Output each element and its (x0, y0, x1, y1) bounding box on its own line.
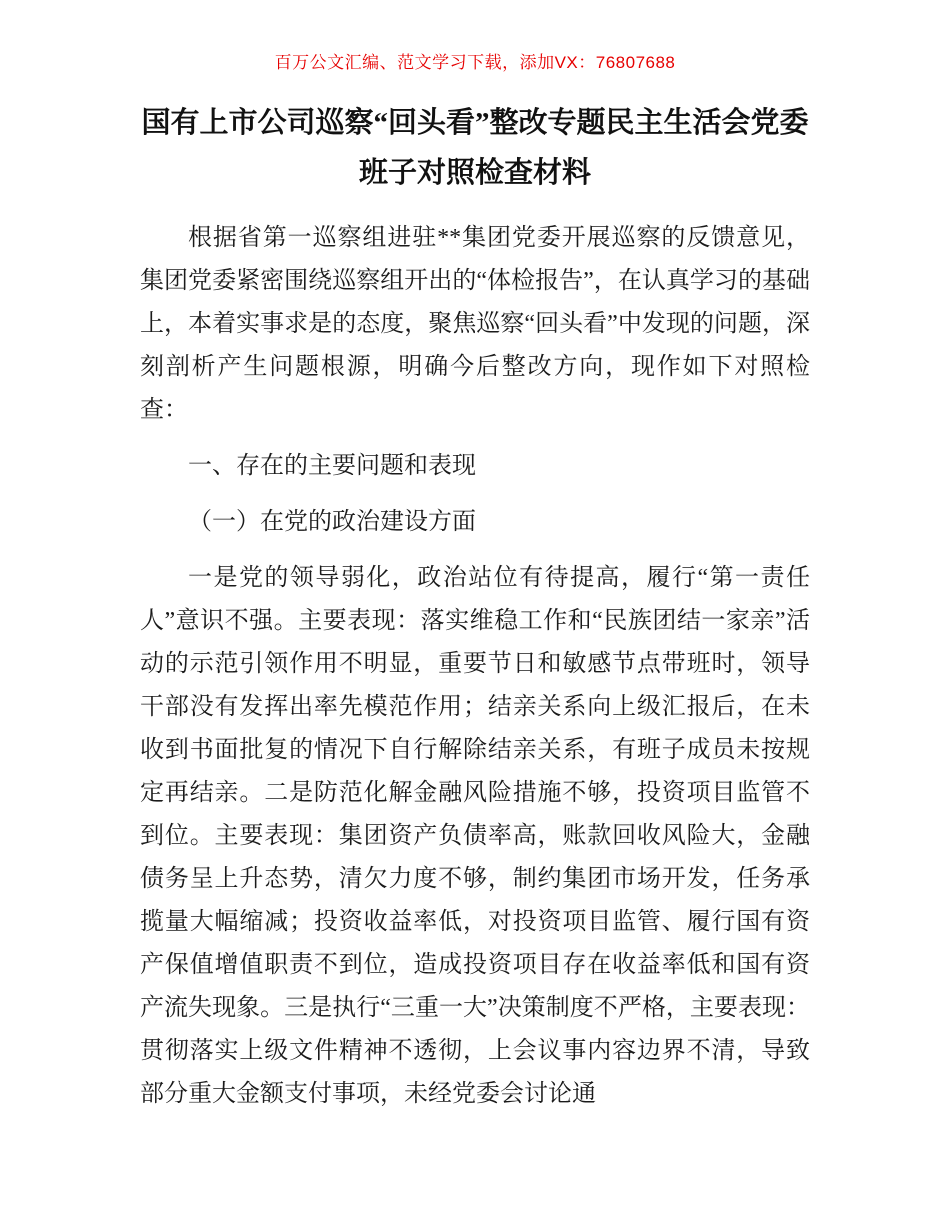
promo-banner: 百万公文汇编、范文学习下载，添加VX：76807688 (274, 53, 676, 72)
body-paragraph: 一是党的领导弱化，政治站位有待提高，履行“第一责任人”意识不强。主要表现：落实维稳工作和“民族团结一家亲”活动的示范引领作用不明显，重要节日和敏感节点带班时，领导干部没有发挥出率先模范作用；结亲关系向上级汇报后，在未收到书面批复的情况下自行解除结亲关系，有班子成员未按规定再结亲。二是防范化解金融风险措施不够，投资项目监管不到位。主要表现：集团资产负债率高，账款回收风险大，金融债务呈上升态势，清欠力度不够，制约集团市场开发，任务承揽量大幅缩减；投资收益率低，对投资项目监管、履行国有资产保值增值职责不到位，造成投资项目存在收益率低和国有资产流失现象。三是执行“三重一大”决策制度不严格，主要表现：贯彻落实上级文件精神不透彻，上会议事内容边界不清，导致部分重大金额支付事项，未经党委会讨论通 (140, 564, 810, 1107)
document-title: 国有上市公司巡察“回头看”整改专题民主生活会党委班子对照检查材料 (141, 107, 809, 189)
section-heading: 一、存在的主要问题和表现 (188, 452, 476, 479)
subsection-heading: （一）在党的政治建设方面 (188, 508, 476, 535)
intro-paragraph: 根据省第一巡察组进驻**集团党委开展巡察的反馈意见，集团党委紧密围绕巡察组开出的“体检报告”，在认真学习的基础上，本着实事求是的态度，聚焦巡察“回头看”中发现的问题，深刻剖析产生问题根源，明确今后整改方向，现作如下对照检查： (140, 224, 810, 423)
